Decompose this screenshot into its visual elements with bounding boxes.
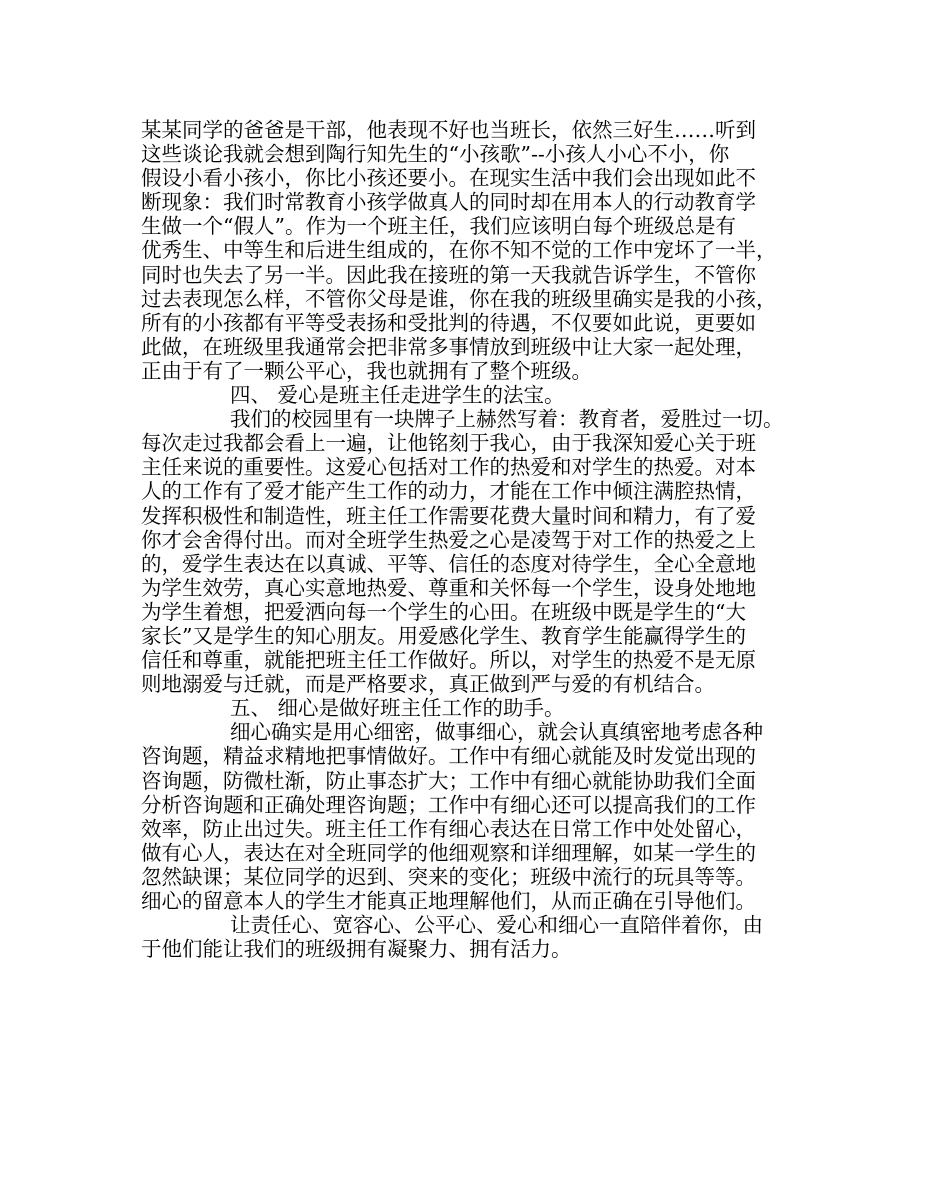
paragraph-first-line: 四、 爱心是班主任走进学生的法宝。: [230, 383, 565, 408]
text-line: 细心的留意本人的学生才能真正地理解他们，从而正确在引导他们。: [141, 889, 756, 913]
text-line: 主任来说的重要性。这爱心包括对工作的热爱和对学生的热爱。对本: [141, 455, 756, 480]
text-line: 每次走过我都会看上一遍，让他铭刻于我心，由于我深知爱心关于班: [141, 431, 756, 456]
text-line: 咨询题，精益求精地把事情做好。工作中有细心就能及时发觉出现的: [141, 744, 756, 769]
text-line: 你才会舍得付出。而对全班学生热爱之心是凌驾于对工作的热爱之上: [141, 527, 756, 552]
text-line: 忽然缺课；某位同学的迟到、突来的变化；班级中流行的玩具等等。: [141, 864, 756, 889]
text-line: 过去表现怎么样，不管你父母是谁，你在我的班级里确实是我的小孩，: [141, 286, 777, 311]
paragraph-first-line: 五、 细心是做好班主任工作的助手。: [230, 696, 565, 721]
text-line: 则地溺爱与迁就，而是严格要求，真正做到严与爱的有机结合。: [141, 672, 715, 697]
text-line: 发挥积极性和制造性，班主任工作需要花费大量时间和精力，有了爱: [141, 503, 756, 528]
paragraph-first-line: 让责任心、宽容心、公平心、爱心和细心一直陪伴着你，由: [230, 913, 763, 938]
text-line: 同时也失去了另一半。因此我在接班的第一天我就告诉学生，不管你: [141, 262, 756, 287]
text-line: 于他们能让我们的班级拥有凝聚力、拥有活力。: [141, 937, 572, 962]
text-line: 为学生着想，把爱洒向每一个学生的心田。在班级中既是学生的“大: [141, 599, 746, 624]
text-line: 分析咨询题和正确处理咨询题；工作中有细心还可以提高我们的工作: [141, 792, 756, 817]
text-line: 假设小看小孩小，你比小孩还要小。在现实生活中我们会出现如此不: [141, 166, 756, 191]
text-line: 正由于有了一颗公平心，我也就拥有了整个班级。: [141, 358, 592, 383]
text-line: 咨询题，防微杜渐，防止事态扩大；工作中有细心就能协助我们全面: [141, 768, 756, 793]
paragraph-first-line: 我们的校园里有一块牌子上赫然写着：教育者，爱胜过一切。: [230, 407, 784, 432]
text-line: 此做，在班级里我通常会把非常多事情放到班级中让大家一起处理，: [141, 334, 756, 359]
text-line: 做有心人，表达在对全班同学的他细观察和详细理解，如某一学生的: [141, 840, 756, 865]
text-line: 效率，防止出过失。班主任工作有细心表达在日常工作中处处留心，: [141, 816, 756, 841]
text-line: 所有的小孩都有平等受表扬和受批判的待遇，不仅要如此说，更要如: [141, 310, 756, 335]
text-line: 某某同学的爸爸是干部，他表现不好也当班长，依然三好生……听到: [141, 118, 756, 142]
text-line: 这些谈论我就会想到陶行知先生的“小孩歌”--小孩人小心不小，你: [141, 142, 730, 167]
text-line: 家长”又是学生的知心朋友。用爱感化学生、教育学生能赢得学生的: [141, 623, 746, 648]
text-line: 信任和尊重，就能把班主任工作做好。所以，对学生的热爱不是无原: [141, 648, 756, 673]
paragraph-first-line: 细心确实是用心细密，做事细心，就会认真缜密地考虑各种: [230, 720, 763, 745]
text-line: 优秀生、中等生和后进生组成的，在你不知不觉的工作中宠坏了一半，: [141, 238, 777, 263]
text-line: 人的工作有了爱才能产生工作的动力，才能在工作中倾注满腔热情，: [141, 479, 756, 504]
text-line: 的，爱学生表达在以真诚、平等、信任的态度对待学生，全心全意地: [141, 551, 756, 576]
document-body: [141, 118, 821, 961]
text-line: 断现象：我们时常教育小孩学做真人的同时却在用本人的行动教育学: [141, 190, 756, 215]
text-line: 为学生效劳，真心实意地热爱、尊重和关怀每一个学生，设身处地地: [141, 575, 756, 600]
text-line: 生做一个“假人”。作为一个班主任，我们应该明白每个班级总是有: [141, 214, 736, 239]
